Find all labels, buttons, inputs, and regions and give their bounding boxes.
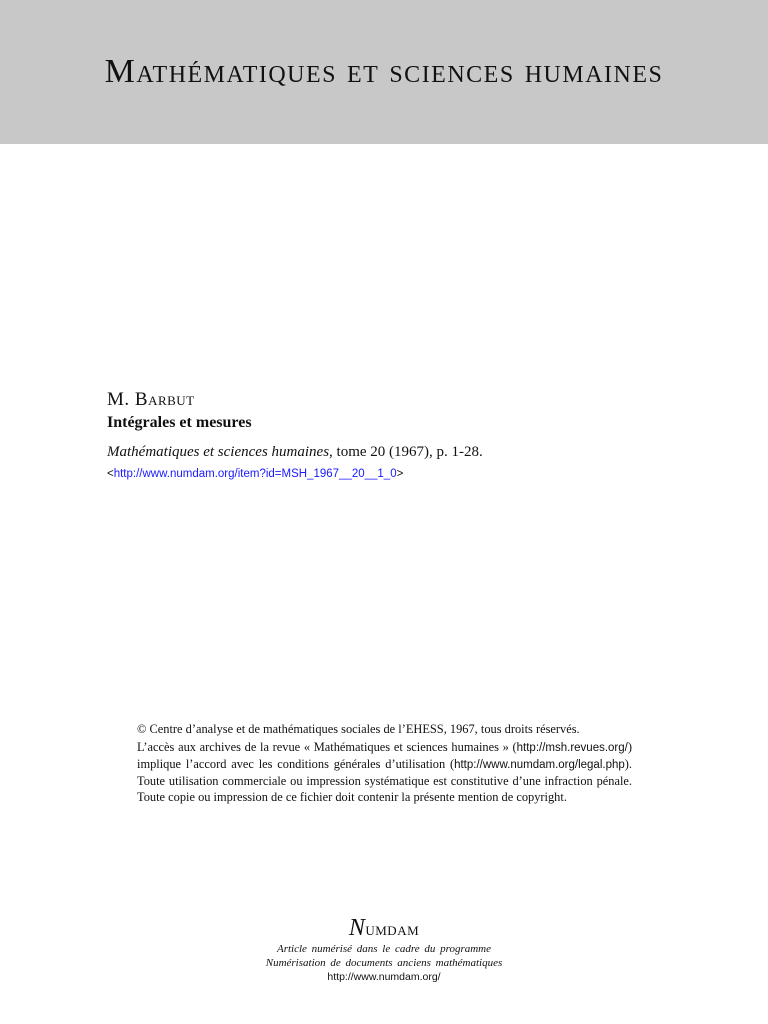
terms-text-3: ). Toute utilisation commerciale ou impression systématique est constitutive d’une infraction pénale. Toute copie ou impression de ce fichier doit contenir la présente mention de copyright. — [137, 757, 632, 804]
legal-link[interactable]: http://www.numdam.org/legal.php — [454, 759, 625, 771]
journal-title: Mathématiques et sciences humaines — [104, 53, 664, 90]
article-title: Intégrales et mesures — [107, 414, 252, 431]
journal-site-link[interactable]: http://msh.revues.org/ — [516, 742, 628, 754]
numdam-logo-initial: N — [348, 915, 366, 941]
citation-details: , tome 20 (1967), p. 1-28. — [329, 444, 483, 460]
numdam-logo-rest: umdam — [365, 919, 420, 940]
terms-text-1: L’accès aux archives de la revue « Mathématiques et sciences humaines » ( — [137, 740, 517, 754]
numdam-link[interactable]: http://www.numdam.org/ — [327, 971, 441, 983]
url-close-bracket: > — [396, 468, 404, 480]
citation-journal: Mathématiques et sciences humaines — [107, 444, 330, 460]
url-open-bracket: < — [107, 468, 114, 480]
footer-line-2: Numérisation de documents anciens mathématiques — [265, 957, 503, 969]
article-block — [107, 388, 707, 482]
footer — [0, 916, 768, 984]
copyright-block — [137, 721, 632, 805]
article-link[interactable]: http://www.numdam.org/item?id=MSH_1967__20__1_0 — [113, 468, 397, 480]
terms-text-2: ) implique l’accord avec les conditions générales d’utilisation ( — [137, 740, 632, 771]
terms-of-use — [137, 739, 632, 805]
copyright-notice: © Centre d’analyse et de mathématiques sociales de l’EHESS, 1967, tous droits réservés. — [137, 722, 580, 736]
footer-line-1: Article numérisé dans le cadre du programme — [276, 943, 492, 955]
author-name: M. Barbut — [107, 389, 195, 410]
numdam-logo — [0, 916, 768, 942]
stable-url — [107, 466, 707, 482]
citation — [107, 442, 707, 462]
